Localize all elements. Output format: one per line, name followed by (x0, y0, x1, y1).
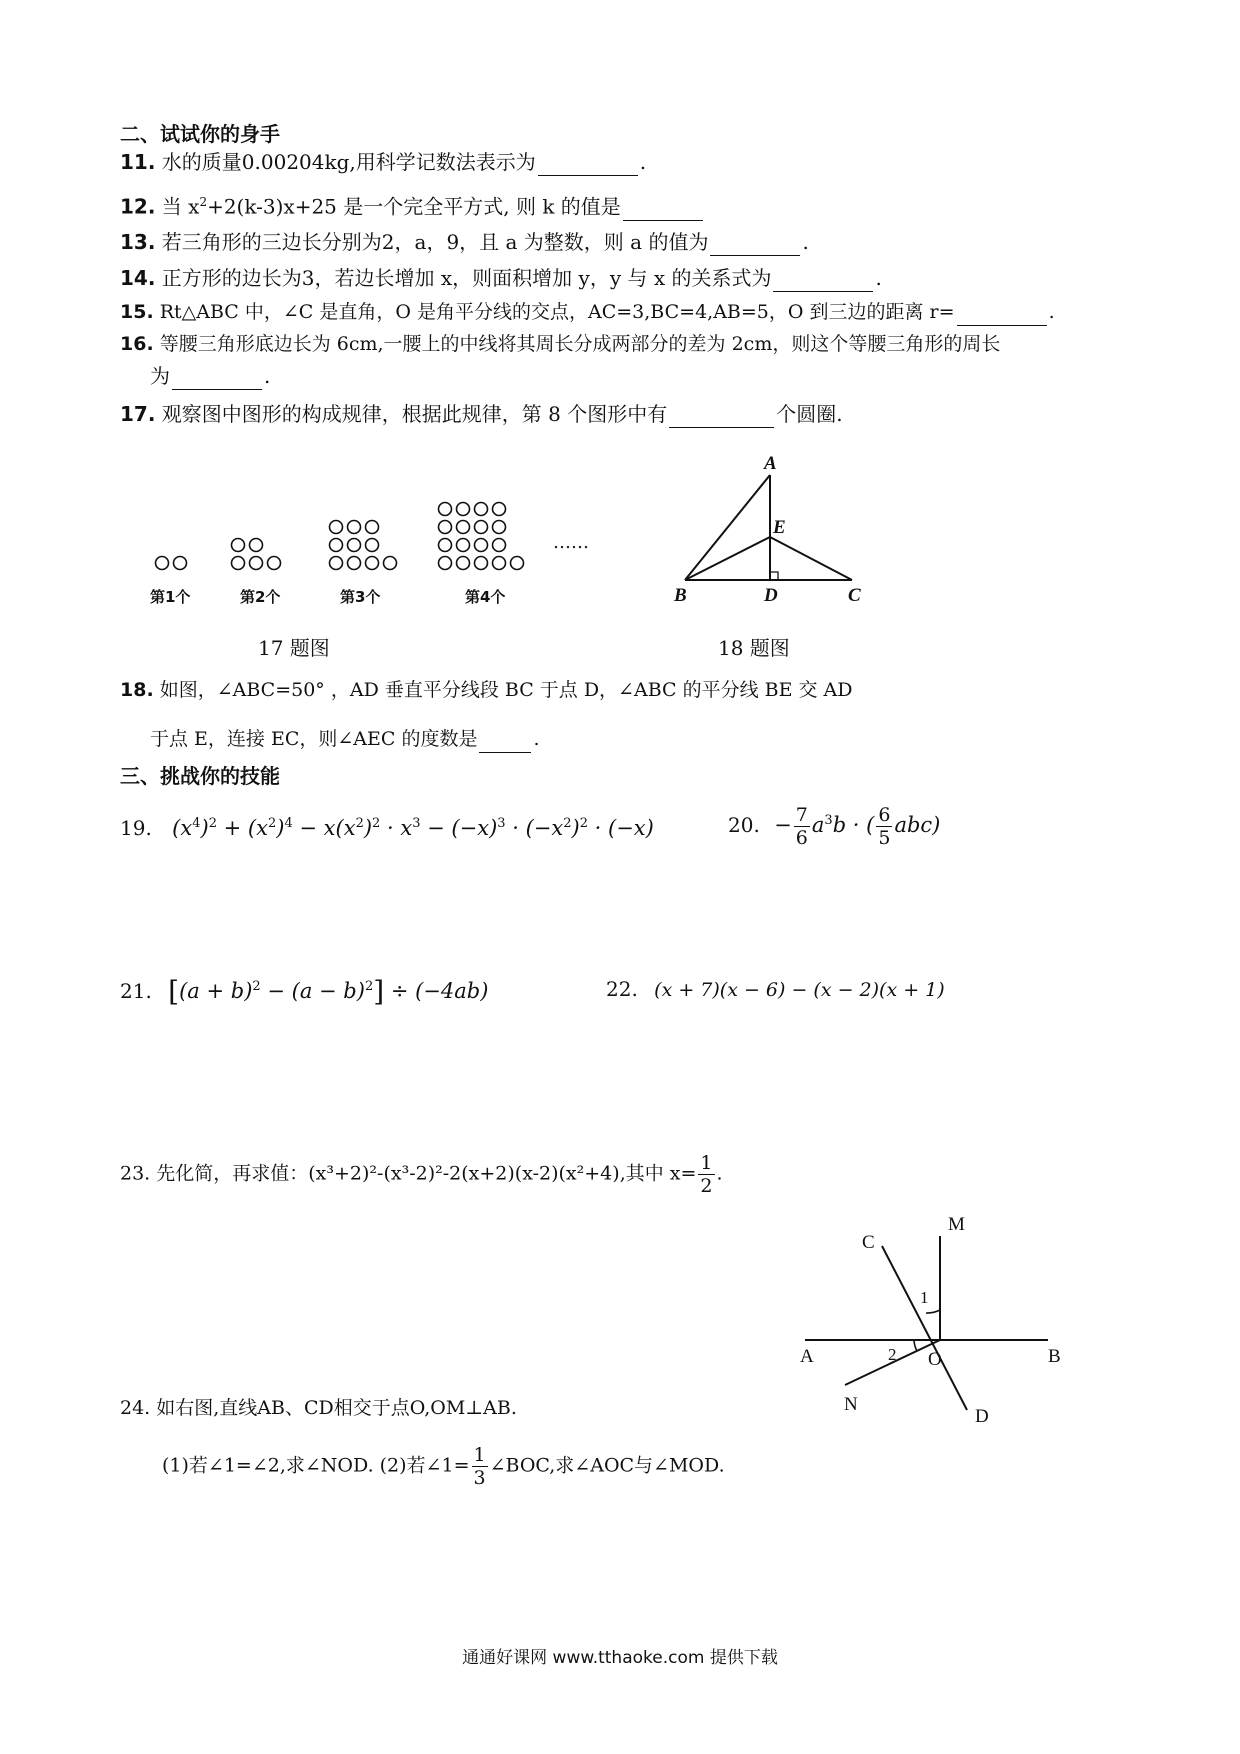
pattern-4-label: 第4个 (465, 588, 506, 606)
question-18-line1 (120, 676, 853, 704)
question-13 (120, 228, 809, 256)
question-18-line2 (150, 725, 540, 753)
label-angle-2: 2 (888, 1345, 897, 1364)
q23-end: . (716, 1162, 723, 1185)
q15-number: 15. (120, 301, 154, 323)
question-22 (606, 975, 945, 1004)
q19-expression: $(x^4)^2 + (x^2)^4 - x(x^2)^2 \cdot x^3 - (-x)^3 \cdot (-x^2)^2 \cdot (-x)$ (172, 816, 654, 840)
q14-text: 正方形的边长为3，若边长增加 x，则面积增加 y，y 与 x 的关系式为 (161, 266, 772, 290)
section-2-heading: 二、试试你的身手 (120, 122, 280, 146)
q23-frac-den: 2 (700, 1175, 713, 1197)
q15-answer-blank (957, 305, 1047, 326)
label-A: A (800, 1346, 814, 1367)
question-16-line2 (150, 362, 270, 390)
section-3-heading: 三、挑战你的技能 (120, 764, 280, 788)
label-D: D (764, 585, 778, 606)
segment-BE (685, 537, 770, 580)
q13-text: 若三角形的三边长分别为2，a，9，且 a 为整数，则 a 的值为 (161, 230, 709, 254)
q23-text: 先化简，再求值：(x³+2)²-(x³-2)²-2(x+2)(x-2)(x²+4),其中 x= (156, 1162, 697, 1185)
angle-1-arc (926, 1310, 940, 1313)
q24-part2: ∠BOC,求∠AOC与∠MOD. (489, 1454, 725, 1477)
q15-text: Rt△ABC 中，∠C 是直角，O 是角平分线的交点，AC=3,BC=4,AB=5，O 到三边的距离 r= (159, 301, 955, 323)
pattern-ellipsis: …… (553, 532, 589, 553)
q12-number: 12. (120, 194, 156, 219)
question-14 (120, 264, 882, 292)
q24-fraction (472, 1444, 488, 1489)
label-C: C (862, 1232, 875, 1253)
q11-text: 水的质量0.00204kg,用科学记数法表示为 (161, 150, 536, 174)
pattern-3-label: 第3个 (340, 588, 381, 606)
pattern-2-label: 第2个 (240, 588, 281, 606)
page-footer: 通通好课网 www.tthaoke.com 提供下载 (462, 1648, 778, 1668)
question-15 (120, 298, 1055, 326)
q18-end: . (533, 728, 540, 750)
label-B: B (674, 585, 687, 606)
label-O: O (928, 1349, 942, 1370)
q20-expression: − $\frac{7}{6}$ $a^3b$ · ( $\frac{6}{5}$ abc) (774, 804, 941, 849)
question-21 (120, 973, 488, 1006)
pattern-4 (439, 503, 524, 570)
q11-answer-blank (538, 155, 638, 176)
q24-number: 24. (120, 1397, 151, 1419)
q16-answer-blank (172, 369, 262, 390)
q11-end: . (639, 150, 647, 174)
q16-text-line1: 等腰三角形底边长为 6cm,一腰上的中线将其周长分成两部分的差为 2cm，则这个等腰三角形的周长 (159, 333, 1001, 355)
q13-answer-blank (710, 235, 800, 256)
question-23 (120, 1152, 723, 1197)
label-angle-1: 1 (920, 1288, 929, 1307)
q12-sup: 2 (199, 195, 208, 209)
label-N: N (844, 1394, 858, 1415)
pattern-2 (232, 539, 281, 570)
q23-frac-num: 1 (700, 1152, 713, 1174)
q17-answer-blank (669, 407, 774, 428)
q24-frac-den: 3 (473, 1467, 486, 1489)
q17-post: 个圆圈. (776, 402, 843, 426)
pattern-1-label: 第1个 (150, 588, 191, 606)
q21-number: 21. (120, 979, 152, 1003)
label-D: D (975, 1406, 989, 1427)
angle-2-arc (914, 1340, 917, 1351)
label-A: A (764, 453, 777, 474)
q16-text-line2: 为 (150, 364, 170, 388)
q12-answer-blank (623, 200, 703, 221)
q23-fraction (698, 1152, 714, 1197)
q14-answer-blank (773, 271, 873, 292)
q19-number: 19. (120, 816, 152, 840)
q17-text: 观察图中图形的构成规律，根据此规律，第 8 个图形中有 (161, 402, 668, 426)
question-12 (120, 188, 705, 221)
pattern-3 (330, 521, 397, 570)
q15-end: . (1048, 301, 1055, 323)
q12-text: +2(k-3)x+25 是一个完全平方式, 则 k 的值是 (207, 194, 621, 219)
segment-AB (685, 475, 770, 580)
right-angle-mark (770, 572, 778, 580)
line-CD (882, 1246, 967, 1410)
question-19 (120, 810, 654, 842)
q23-number: 23. (120, 1162, 151, 1185)
q22-expression: (x + 7)(x − 6) − (x − 2)(x + 1) (654, 979, 945, 1001)
question-11 (120, 148, 646, 176)
segment-EC (770, 537, 852, 580)
q17-number: 17. (120, 402, 156, 426)
question-24-line1 (120, 1394, 517, 1422)
q13-number: 13. (120, 230, 156, 254)
q16-end: . (264, 364, 271, 388)
q24-part1: (1)若∠1=∠2,求∠NOD. (2)若∠1= (162, 1454, 470, 1477)
question-17 (120, 400, 843, 428)
q14-end: . (875, 266, 882, 290)
q12-pre: 当 x (161, 194, 200, 219)
q16-number: 16. (120, 333, 154, 355)
q24-text-line1: 如右图,直线AB、CD相交于点O,OM⊥AB. (156, 1397, 517, 1419)
q11-number: 11. (120, 150, 156, 174)
label-E: E (773, 517, 786, 538)
q18-text-line2: 于点 E，连接 EC，则∠AEC 的度数是 (150, 728, 478, 750)
question-20 (728, 804, 940, 849)
label-M: M (948, 1214, 965, 1235)
pattern-1 (156, 557, 187, 570)
q13-end: . (802, 230, 809, 254)
question-16-line1 (120, 330, 1000, 358)
figure-18-triangle (660, 455, 890, 615)
q18-number: 18. (120, 679, 154, 701)
q18-answer-blank (479, 732, 531, 753)
q14-number: 14. (120, 266, 156, 290)
q22-number: 22. (606, 977, 638, 1001)
q20-number: 20. (728, 813, 760, 837)
figure-24-intersecting-lines (800, 1210, 1080, 1435)
q21-expression: $[(a + b)^2 - (a - b)^2] \div (-4ab)$ (168, 975, 489, 1008)
q24-frac-num: 1 (473, 1444, 486, 1466)
q18-text-line1: 如图，∠ABC=50° ，AD 垂直平分线段 BC 于点 D，∠ABC 的平分线 BE 交 AD (159, 679, 853, 701)
question-24-line2 (162, 1444, 725, 1489)
figure-17-caption: 17 题图 (258, 636, 330, 660)
label-B: B (1048, 1346, 1061, 1367)
figure-18-caption: 18 题图 (718, 636, 790, 660)
label-C: C (848, 585, 861, 606)
